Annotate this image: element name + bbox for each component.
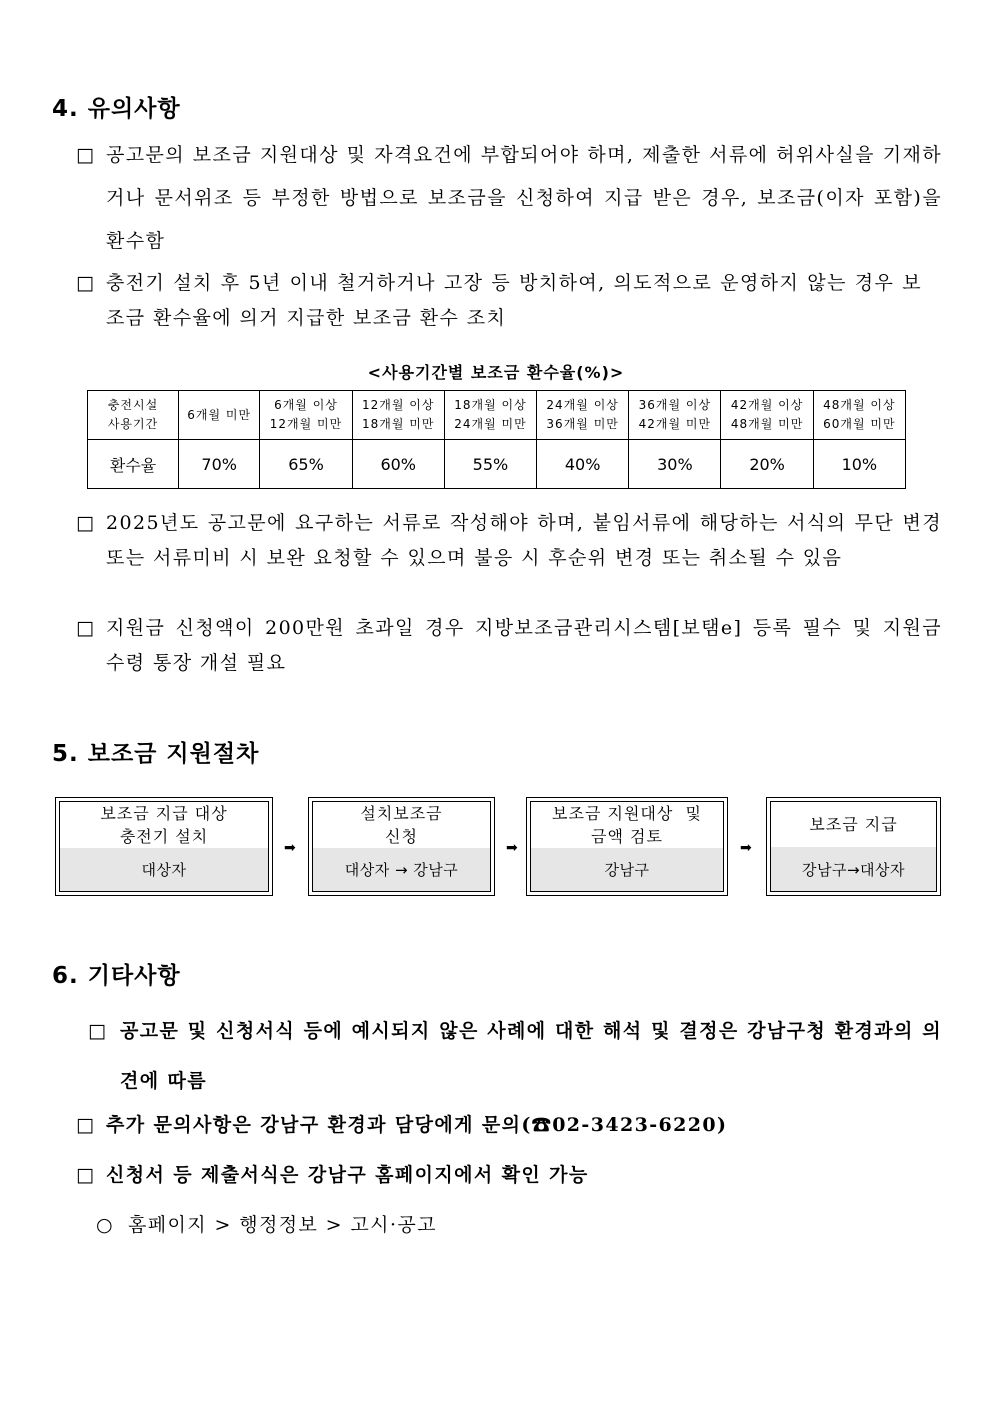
notice-item-1-text: 공고문의 보조금 지원대상 및 자격요건에 부합되어야 하며, 제출한 서류에 허위사실을 기재하거나 문서위조 등 부정한 방법으로 보조금을 신청하여 지급 받은 경우, 보조금(이자 포함)을 환수함	[106, 144, 942, 252]
checkbox-icon: □	[76, 1114, 96, 1136]
notice-item-3	[76, 506, 942, 576]
section-5-heading: 5. 보조금 지원절차	[52, 741, 260, 767]
circle-bullet-icon: ○	[96, 1214, 114, 1236]
table-period-cell: 48개월 이상 60개월 미만	[813, 391, 905, 440]
section-4-heading: 4. 유의사항	[52, 96, 181, 122]
step-actor: 강남구	[531, 848, 723, 891]
table-rate-cell: 65%	[260, 440, 352, 489]
other-item-2-text: 추가 문의사항은 강남구 환경과 담당에게 문의(☎02-3423-6220)	[106, 1114, 728, 1136]
notice-item-2-text: 충전기 설치 후 5년 이내 철거하거나 고장 등 방치하여, 의도적으로 운영하지 않는 경우 보조금 환수율에 의거 지급한 보조금 환수 조치	[106, 272, 922, 329]
table-rate-cell: 55%	[444, 440, 536, 489]
procedure-step-4	[766, 797, 941, 896]
procedure-step-3	[526, 797, 728, 896]
table-rate-cell: 60%	[352, 440, 444, 489]
table-period-cell: 18개월 이상 24개월 미만	[444, 391, 536, 440]
arrow-right-icon: ➡	[506, 840, 518, 856]
table-period-cell: 36개월 이상 42개월 미만	[629, 391, 721, 440]
notice-item-4	[76, 611, 942, 681]
procedure-step-1	[55, 797, 273, 896]
notice-item-1	[76, 134, 942, 263]
step-title: 보조금 지급 대상 충전기 설치	[100, 804, 228, 846]
checkbox-icon: □	[76, 144, 96, 166]
step-actor: 강남구→대상자	[771, 847, 936, 891]
table-rate-row	[88, 440, 906, 489]
checkbox-icon: □	[76, 1164, 96, 1186]
other-item-3	[76, 1154, 942, 1197]
section-6-heading: 6. 기타사항	[52, 963, 181, 989]
homepage-path-text: 홈페이지 > 행정정보 > 고시·공고	[128, 1214, 437, 1236]
checkbox-icon: □	[88, 1020, 108, 1042]
procedure-step-2	[308, 797, 495, 896]
other-item-1	[88, 1006, 942, 1106]
step-actor: 대상자 → 강남구	[313, 848, 490, 891]
table-period-cell: 24개월 이상 36개월 미만	[537, 391, 629, 440]
checkbox-icon: □	[76, 272, 96, 294]
step-title: 보조금 지급	[809, 815, 898, 834]
other-item-3-text: 신청서 등 제출서식은 강남구 홈페이지에서 확인 가능	[106, 1164, 589, 1186]
step-title: 보조금 지원대상 및 금액 검토	[552, 804, 702, 846]
table-row-label: 환수율	[88, 440, 179, 489]
refund-rate-table	[87, 390, 906, 489]
table-header-label: 충전시설 사용기간	[88, 391, 179, 440]
notice-item-2	[76, 266, 922, 336]
step-title: 설치보조금 신청	[360, 804, 443, 846]
homepage-path	[96, 1204, 942, 1247]
table-period-cell: 12개월 이상 18개월 미만	[352, 391, 444, 440]
checkbox-icon: □	[76, 617, 96, 639]
table-rate-cell: 30%	[629, 440, 721, 489]
checkbox-icon: □	[76, 512, 96, 534]
refund-table-title: <사용기간별 보조금 환수율(%)>	[367, 363, 625, 382]
notice-item-3-text: 2025년도 공고문에 요구하는 서류로 작성해야 하며, 붙임서류에 해당하는 서식의 무단 변경 또는 서류미비 시 보완 요청할 수 있으며 불응 시 후순위 변경 또는 취소될 수 있음	[106, 512, 942, 569]
other-item-1-text: 공고문 및 신청서식 등에 예시되지 않은 사례에 대한 해석 및 결정은 강남구청 환경과의 의견에 따름	[120, 1020, 942, 1092]
table-rate-cell: 20%	[721, 440, 813, 489]
table-header-row	[88, 391, 906, 440]
table-rate-cell: 70%	[179, 440, 260, 489]
arrow-right-icon: ➡	[740, 840, 752, 856]
step-actor: 대상자	[60, 848, 268, 891]
table-period-cell: 42개월 이상 48개월 미만	[721, 391, 813, 440]
table-period-cell: 6개월 미만	[179, 391, 260, 440]
table-rate-cell: 10%	[813, 440, 905, 489]
other-item-2	[76, 1104, 942, 1147]
notice-item-4-text: 지원금 신청액이 200만원 초과일 경우 지방보조금관리시스템[보탬e] 등록 필수 및 지원금 수령 통장 개설 필요	[106, 617, 942, 674]
arrow-right-icon: ➡	[284, 840, 296, 856]
table-rate-cell: 40%	[537, 440, 629, 489]
table-period-cell: 6개월 이상 12개월 미만	[260, 391, 352, 440]
